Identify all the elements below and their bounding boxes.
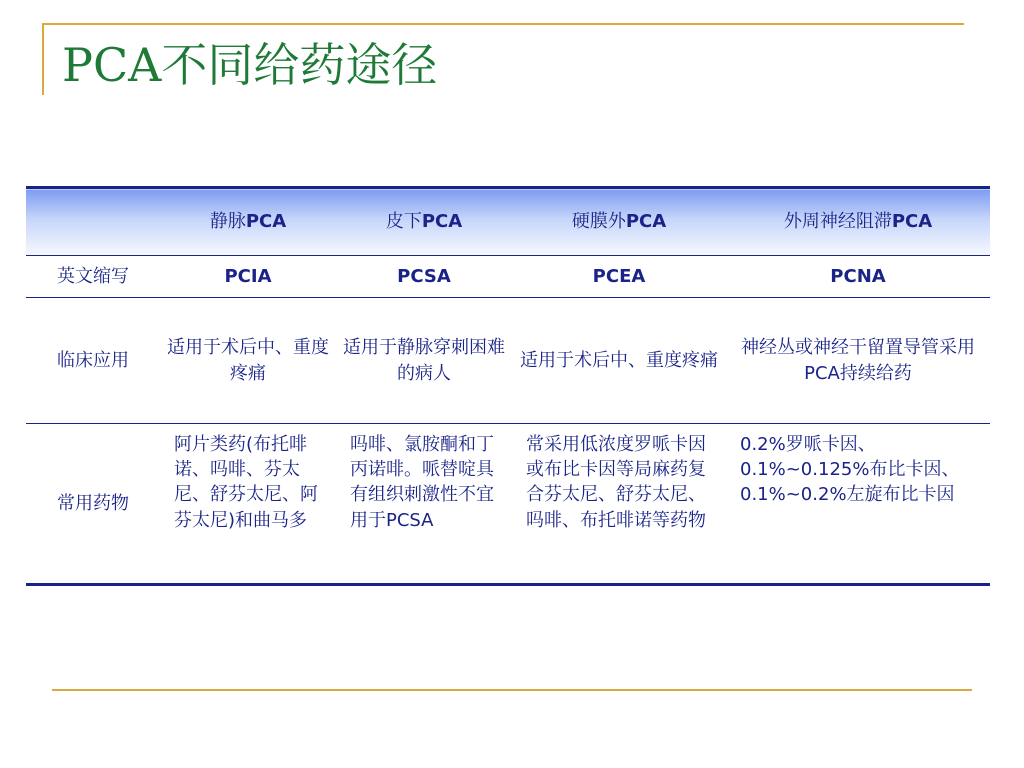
clinical-cell-peripheral-nerve: 神经丛或神经干留置导管采用PCA持续给药 — [726, 298, 990, 424]
row-label-common-drugs: 常用药物 — [26, 424, 160, 585]
header-peripheral-nerve-pca — [726, 188, 990, 256]
table-row-common-drugs — [26, 424, 990, 585]
abbr-cell-pcea: PCEA — [512, 256, 726, 298]
header-pca: PCA — [421, 211, 463, 233]
header-pca: PCA — [891, 211, 933, 233]
header-intravenous-pca — [160, 188, 336, 256]
header-epidural-pca — [512, 188, 726, 256]
frame-left-rule — [42, 23, 44, 95]
row-label-abbreviation: 英文缩写 — [26, 256, 160, 298]
clinical-cell-intravenous: 适用于术后中、重度疼痛 — [160, 298, 336, 424]
header-cn: 静脉 — [209, 211, 246, 233]
abbr-cell-pcia: PCIA — [160, 256, 336, 298]
row-label-clinical-use: 临床应用 — [26, 298, 160, 424]
drugs-cell-peripheral-nerve: 0.2%罗哌卡因、0.1%~0.125%布比卡因、0.1%~0.2%左旋布比卡因 — [726, 424, 990, 585]
header-corner-cell — [26, 188, 160, 256]
header-subcutaneous-pca — [336, 188, 512, 256]
drugs-cell-subcutaneous: 吗啡、氯胺酮和丁丙诺啡。哌替啶具有组织刺激性不宜用于PCSA — [336, 424, 512, 585]
header-cn: 外周神经阻滞 — [783, 211, 892, 233]
clinical-cell-epidural: 适用于术后中、重度疼痛 — [512, 298, 726, 424]
slide-title: PCA不同给药途径 — [62, 38, 438, 92]
table-row-abbreviation — [26, 256, 990, 298]
clinical-cell-subcutaneous: 适用于静脉穿刺困难的病人 — [336, 298, 512, 424]
pca-routes-table — [26, 186, 990, 586]
drugs-cell-intravenous: 阿片类药(布托啡诺、吗啡、芬太尼、舒芬太尼、阿芬太尼)和曲马多 — [160, 424, 336, 585]
frame-bottom-rule — [52, 689, 972, 691]
header-cn: 硬膜外 — [571, 211, 626, 233]
pca-routes-table-container — [26, 186, 990, 586]
header-cn: 皮下 — [385, 211, 422, 233]
frame-top-rule — [42, 23, 964, 25]
header-pca: PCA — [245, 211, 287, 233]
table-header-row — [26, 188, 990, 256]
header-pca: PCA — [625, 211, 667, 233]
abbr-cell-pcna: PCNA — [726, 256, 990, 298]
abbr-cell-pcsa: PCSA — [336, 256, 512, 298]
table-row-clinical-use — [26, 298, 990, 424]
drugs-cell-epidural: 常采用低浓度罗哌卡因或布比卡因等局麻药复合芬太尼、舒芬太尼、吗啡、布托啡诺等药物 — [512, 424, 726, 585]
